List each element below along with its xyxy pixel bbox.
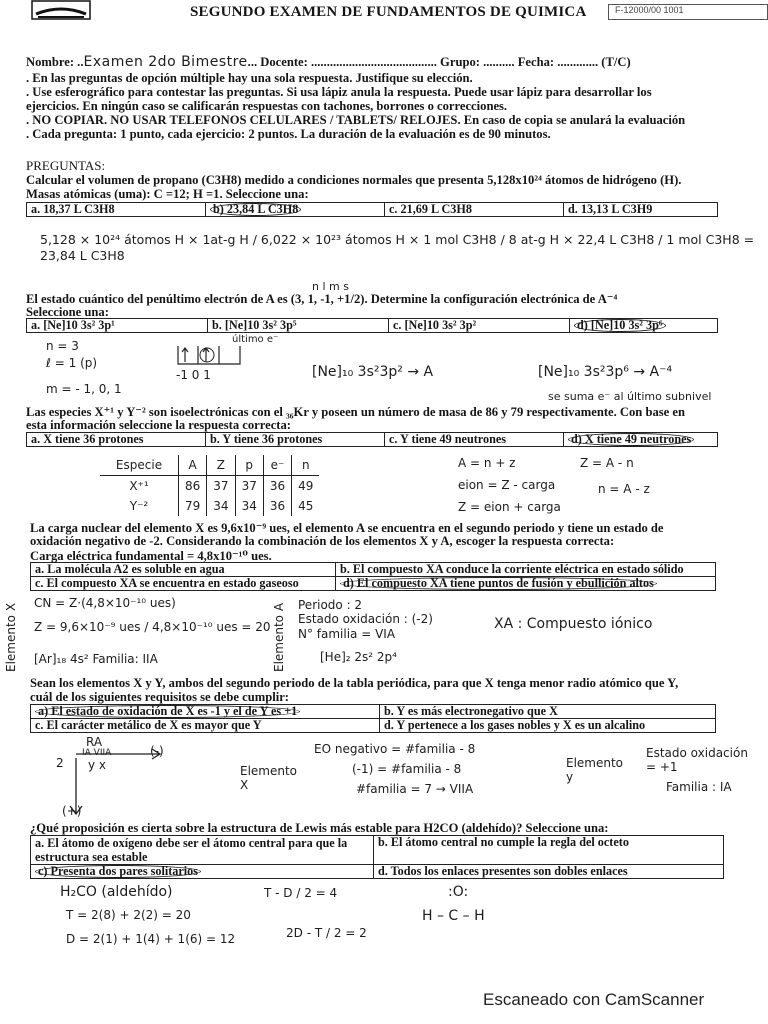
q1-option-b-text: b) 23,84 L C3H8	[210, 203, 301, 216]
table-cell: e⁻	[263, 455, 291, 476]
q3-options	[26, 432, 718, 447]
q6-options	[30, 835, 724, 879]
q4-cn: CN = Z·(4,8×10⁻¹⁰ ues)	[34, 596, 176, 610]
docente-label: ... Docente: ........................................ Grupo: .......... Fecha: ............. (T/C)	[247, 55, 631, 69]
q5-y-estado: Estado oxidación = +1	[646, 746, 748, 774]
q5-options	[30, 704, 716, 733]
instruction-5: . Cada pregunta: 1 punto, cada ejercicio: 2 puntos. La duración de la evaluación es de 90 minutos.	[26, 127, 551, 141]
table-cell: 34	[235, 496, 263, 516]
q1-option-c[interactable]: c. 21,69 L C3H8	[385, 203, 564, 217]
q5-eo-1: EO negativo = #familia - 8	[314, 742, 476, 756]
q3-formula-5: Z = eion + carga	[458, 500, 561, 514]
table-cell: Especie	[100, 455, 179, 476]
table-cell: 34	[207, 496, 235, 516]
q4-xa: XA : Compuesto iónico	[494, 616, 653, 632]
table-cell: 49	[298, 479, 314, 493]
q2-option-c[interactable]: c. [Ne]10 3s² 3p²	[389, 319, 570, 333]
table-row	[100, 476, 319, 497]
q5-elemento-y: Elemento y	[566, 756, 624, 784]
q6-statement: ¿Qué proposición es cierta sobre la estructura de Lewis más estable para H2CO (aldehído)? Seleccione una:	[30, 821, 609, 835]
table-cell: 79	[179, 496, 207, 516]
q5-yx: y x	[88, 758, 107, 772]
q6-option-c-text: c) Presenta dos pares solitarios	[35, 865, 201, 878]
table-cell: n	[292, 455, 320, 476]
scanner-watermark: Escaneado con CamScanner	[483, 990, 705, 1009]
q2-orbital-labels: -1 0 1	[176, 368, 211, 382]
q2-option-a[interactable]: a. [Ne]10 3s² 3p¹	[27, 319, 208, 333]
q4-statement-1: La carga nuclear del elemento X es 9,6x10⁻⁹ ues, el elemento A se encuentra en el segundo periodo y tiene un estado de	[30, 521, 664, 535]
table-cell: X⁺¹	[100, 476, 179, 497]
q1-statement: Calcular el volumen de propano (C3H8) medido a condiciones normales que presenta 5,128x10²⁴ átomos de hidrógeno (H).	[26, 173, 682, 187]
q6-d: D = 2(1) + 1(4) + 1(6) = 12	[66, 932, 236, 946]
instruction-2: . Use esferográfico para contestar las preguntas. Si usa lápiz anula la respuesta. Puede usar lápiz para desarrollar los	[26, 85, 652, 99]
q4-a-familia: N° familia = VIA	[298, 627, 396, 641]
q5-elemento-x: Elemento X	[240, 764, 298, 792]
q4-options	[30, 562, 716, 591]
q5-period-2: 2	[56, 756, 64, 770]
school-logo	[30, 0, 92, 22]
q1-option-b[interactable]	[206, 203, 385, 217]
q4-option-d-text: d) El compuesto XA tiene puntos de fusión y ebullición altos	[340, 577, 657, 590]
q4-statement-2: oxidación negativo de -2. Considerando la combinación de los elementos X y A, escoger la respuesta correcta:	[30, 534, 615, 548]
q4-elemento-x: Elemento X	[4, 602, 18, 672]
nombre-value: Examen 2do Bimestre	[83, 54, 248, 70]
q2-config-a: [Ne]₁₀ 3s²3p² → A	[312, 364, 434, 380]
q3-option-c[interactable]: c. Y tiene 49 neutrones	[385, 433, 564, 447]
q6-option-a[interactable]: a. El átomo de oxígeno debe ser el átomo central para que la estructura sea estable	[31, 836, 374, 865]
q1-option-a[interactable]: a. 18,37 L C3H8	[27, 203, 206, 217]
q4-option-b[interactable]: b. El compuesto XA conduce la corriente eléctrica en estado sólido	[336, 563, 716, 577]
q5-plus: (+)	[62, 804, 82, 818]
q2-nlms: n l m s	[312, 280, 349, 293]
q3-statement-1: Las especies X⁺¹ y Y⁻² son isoelectrónicas con el ₃₆Kr y poseen un número de masa de 86 y 79 respectivamente. Con base en	[26, 405, 685, 419]
q3-formula-3: eion = Z - carga	[458, 478, 556, 492]
table-row	[100, 455, 319, 476]
q5-option-a-text: a) El estado de oxidación de X es -1 y el de Y es +1	[35, 705, 300, 718]
q6-t: T = 2(8) + 2(2) = 20	[66, 908, 191, 922]
q5-ra: RA	[86, 735, 103, 749]
table-cell: 36	[263, 476, 291, 497]
preguntas-label: PREGUNTAS:	[26, 158, 106, 173]
q5-minus: (-)	[150, 744, 164, 758]
q3-option-d-text: d) X tiene 49 neutrones	[568, 433, 694, 446]
q4-statement-3: Carga eléctrica fundamental = 4,8x10⁻¹⁰ ues.	[30, 549, 272, 563]
q4-option-d[interactable]	[336, 577, 716, 591]
q6-option-d[interactable]: d. Todos los enlaces presentes son dobles enlaces	[374, 865, 724, 879]
q6-h2co: H₂CO (aldehído)	[60, 884, 173, 900]
q6-td: T - D / 2 = 4	[264, 886, 338, 900]
q3-option-b[interactable]: b. Y tiene 36 protones	[206, 433, 385, 447]
q4-a-periodo: Periodo : 2	[298, 598, 363, 612]
q2-option-b[interactable]: b. [Ne]10 3s² 3p⁵	[208, 319, 389, 333]
q2-m: m = - 1, 0, 1	[46, 382, 122, 396]
q6-option-c[interactable]	[31, 865, 374, 879]
q3-option-d[interactable]	[564, 433, 718, 447]
q1-masses: Masas atómicas (uma): C =12; H =1. Seleccione una:	[26, 187, 309, 201]
q2-n: n = 3	[46, 339, 79, 353]
document-code: F-12000/00 1001	[608, 4, 768, 20]
q3-formula-1: A = n + z	[458, 456, 516, 470]
q2-config-a-ion: [Ne]₁₀ 3s²3p⁶ → A⁻⁴	[538, 364, 673, 380]
q3-formula-2: Z = A - n	[580, 456, 634, 470]
nombre-label: Nombre: ..	[26, 55, 84, 69]
q2-ultimo: último e⁻	[232, 334, 279, 345]
table-cell: p	[235, 455, 263, 476]
q1-option-d[interactable]: d. 13,13 L C3H9	[564, 203, 718, 217]
q2-orbital-diagram	[176, 344, 242, 366]
table-cell: 45	[298, 499, 314, 513]
instruction-3: ejercicios. En ningún caso se calificarán respuestas con tachones, borrones o correcciones.	[26, 99, 508, 113]
table-cell: 37	[207, 476, 235, 497]
table-cell: Y⁻²	[100, 496, 179, 516]
table-cell: 36	[263, 496, 291, 516]
instruction-4: . NO COPIAR. NO USAR TELEFONOS CELULARES / TABLETS/ RELOJES. En caso de copia se anulará la evaluación	[26, 113, 686, 127]
q2-option-d[interactable]	[570, 319, 718, 333]
q5-option-d[interactable]: d. Y pertenece a los gases nobles y X es un alcalino	[380, 719, 716, 733]
q4-z: Z = 9,6×10⁻⁹ ues / 4,8×10⁻¹⁰ ues = 20	[34, 620, 271, 634]
q6-lewis-o: :O:	[448, 884, 469, 900]
q5-option-b[interactable]: b. Y es más electronegativo que X	[380, 705, 716, 719]
q3-statement-2: esta información seleccione la respuesta correcta:	[26, 418, 291, 432]
nombre-line	[26, 54, 631, 70]
q2-select: Seleccione una:	[26, 305, 109, 319]
table-cell: A	[179, 455, 207, 476]
q4-a-config: [He]₂ 2s² 2p⁴	[320, 650, 397, 664]
q5-statement-2: cuál de los siguientes requisitos se debe cumplir:	[30, 690, 289, 704]
q3-formula-4: n = A - z	[598, 482, 650, 496]
q5-eo-3: #familia = 7 → VIIA	[356, 782, 474, 796]
q2-l: ℓ = 1 (p)	[46, 356, 98, 370]
q2-options	[26, 318, 718, 333]
q6-option-b[interactable]: b. El átomo central no cumple la regla del octeto	[374, 836, 724, 865]
q4-elemento-a: Elemento A	[272, 602, 286, 672]
table-row	[100, 496, 319, 516]
q4-config: [Ar]₁₈ 4s² Familia: IIA	[34, 652, 158, 666]
q4-option-c[interactable]: c. El compuesto XA se encuentra en estado gaseoso	[31, 577, 336, 591]
q5-eo-2: (-1) = #familia - 8	[352, 762, 462, 776]
exam-title: SEGUNDO EXAMEN DE FUNDAMENTOS DE QUIMICA	[190, 4, 587, 20]
q1-work: 5,128 × 10²⁴ átomos H × 1at-g H / 6,022 × 10²³ átomos H × 1 mol C3H8 / 8 at-g H × 22,4 L C3H8 / 1 mol C3H8 = 23,84 L C3H8	[40, 232, 755, 263]
q4-a-estado: Estado oxidación : (-2)	[298, 612, 433, 626]
table-cell: Z	[207, 455, 235, 476]
q5-cols: IA VIIA	[82, 748, 112, 758]
table-cell: 37	[235, 476, 263, 497]
q3-option-a[interactable]: a. X tiene 36 protones	[27, 433, 206, 447]
q6-lewis-c: H – C – H	[422, 908, 485, 924]
q6-dt: 2D - T / 2 = 2	[286, 926, 367, 940]
q2-note: se suma e⁻ al último subnivel	[548, 390, 712, 403]
q5-option-c[interactable]: c. El carácter metálico de X es mayor que Y	[31, 719, 380, 733]
q3-species-table	[100, 455, 319, 516]
q2-option-d-text: d) [Ne]10 3s² 3p⁶	[574, 319, 666, 332]
q5-statement-1: Sean los elementos X y Y, ambos del segundo periodo de la tabla periódica, para que X tenga menor radio atómico que Y,	[30, 676, 679, 690]
q5-option-a[interactable]	[31, 705, 380, 719]
instruction-1: . En las preguntas de opción múltiple hay una sola respuesta. Justifique su elección.	[26, 71, 473, 85]
q2-statement: El estado cuántico del penúltimo electrón de A es (3, 1, -1, +1/2). Determine la configuración electrónica de A⁻⁴	[26, 292, 618, 306]
q1-options	[26, 202, 718, 217]
table-cell: 86	[179, 476, 207, 497]
q5-y-familia: Familia : IA	[666, 780, 732, 794]
q4-option-a[interactable]: a. La molécula A2 es soluble en agua	[31, 563, 336, 577]
